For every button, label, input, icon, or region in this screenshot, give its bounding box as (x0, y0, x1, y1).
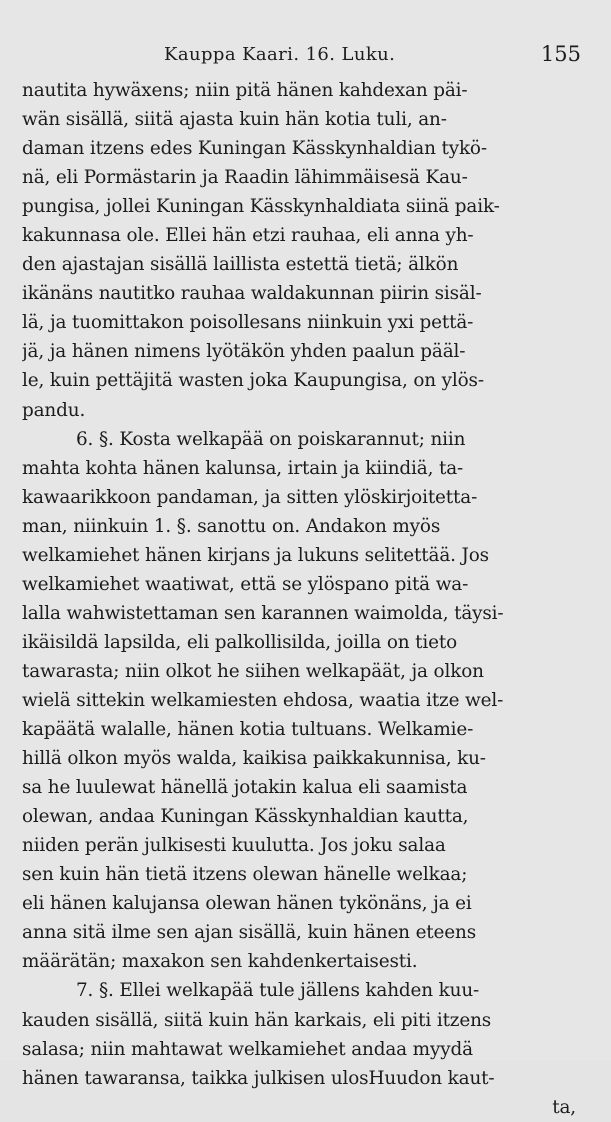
running-head: Kauppa Kaari. 16. Luku. (164, 44, 396, 65)
text-line: welkamiehet hänen kirjans ja lukuns selitettää. Jos (22, 544, 489, 566)
text-line: määrätän; maxakon sen kahdenkertaisesti. (22, 951, 418, 973)
text-line: kapäätä walalle, hänen kotia tultuans. Welkamie- (22, 719, 474, 741)
text-line: niiden perän julkisesti kuulutta. Jos joku salaa (22, 835, 446, 857)
text-line: jä, ja hänen nimens lyötäkön yhden paalun pääl- (22, 341, 466, 363)
text-line: sa he luulewat hänellä jotakin kalua eli saamista (22, 777, 468, 799)
text-line: lä, ja tuomittakon poisollesans niinkuin yxi pettä- (22, 312, 474, 334)
section-start-line: 7. §. Ellei welkapää tule jällens kahden kuu- (76, 980, 480, 1002)
text-line: kauden sisällä, siitä kuin hän karkais, eli piti itzens (22, 1009, 492, 1031)
text-line: anna sitä ilme sen ajan sisällä, kuin hänen eteens (22, 922, 476, 944)
text-line: salasa; niin mahtawat welkamiehet andaa myydä (22, 1038, 473, 1060)
text-line: hillä olkon myös walda, kaikisa paikkakunnisa, ku- (22, 748, 486, 770)
catchword: ta, (552, 1096, 576, 1118)
body-text (22, 76, 580, 1122)
text-line: pungisa, jollei Kuningan Kässkynhaldiata siinä paik- (22, 196, 500, 218)
text-line: man, niinkuin 1. §. sanottu on. Andakon myös (22, 515, 441, 537)
text-line: hänen tawaransa, taikka julkisen ulosHuudon kaut- (22, 1067, 495, 1089)
text-line: ikäisildä lapsilda, eli palkollisilda, joilla on tieto (22, 631, 458, 653)
section-start-line: 6. §. Kosta welkapää on poiskarannut; niin (76, 428, 466, 450)
text-line: tawarasta; niin olkot he siihen welkapäät, ja olkon (22, 660, 484, 682)
text-line: mahta kohta hänen kalunsa, irtain ja kiindiä, ta- (22, 457, 464, 479)
text-line: wän sisällä, siitä ajasta kuin hän kotia tuli, an- (22, 109, 447, 131)
text-line: kakunnasa ole. Ellei hän etzi rauhaa, eli anna yh- (22, 225, 474, 247)
text-line: nä, eli Pormästarin ja Raadin lähimmäisesä Kau- (22, 167, 468, 189)
text-line: kawaarikkoon pandaman, ja sitten ylöskirjoitetta- (22, 486, 478, 508)
text-line: lalla wahwistettaman sen karannen waimolda, täysi- (22, 602, 504, 624)
text-line: olewan, andaa Kuningan Kässkynhaldian kautta, (22, 806, 469, 828)
text-line: eli hänen kalujansa olewan hänen tykönäns, ja ei (22, 893, 472, 915)
text-line: ikänäns nautitko rauhaa waldakunnan piirin sisäl- (22, 283, 482, 305)
page-number: 155 (540, 42, 581, 66)
text-line: nautita hywäxens; niin pitä hänen kahdexan päi- (22, 80, 468, 101)
text-line: den ajastajan sisällä laillista estettä tietä; älkön (22, 254, 459, 276)
text-line: welkamiehet waatiwat, että se ylöspano pitä wa- (22, 573, 469, 595)
text-line: daman itzens edes Kuningan Kässkynhaldian tykö- (22, 138, 487, 160)
text-line: sen kuin hän tietä itzens olewan hänelle welkaa; (22, 864, 468, 886)
text-line: le, kuin pettäjitä wasten joka Kaupungisa, on ylös- (22, 370, 484, 392)
page-header (24, 40, 581, 70)
text-line: pandu. (22, 399, 86, 421)
text-line: wielä sittekin welkamiesten ehdosa, waatia itze wel- (22, 689, 504, 711)
